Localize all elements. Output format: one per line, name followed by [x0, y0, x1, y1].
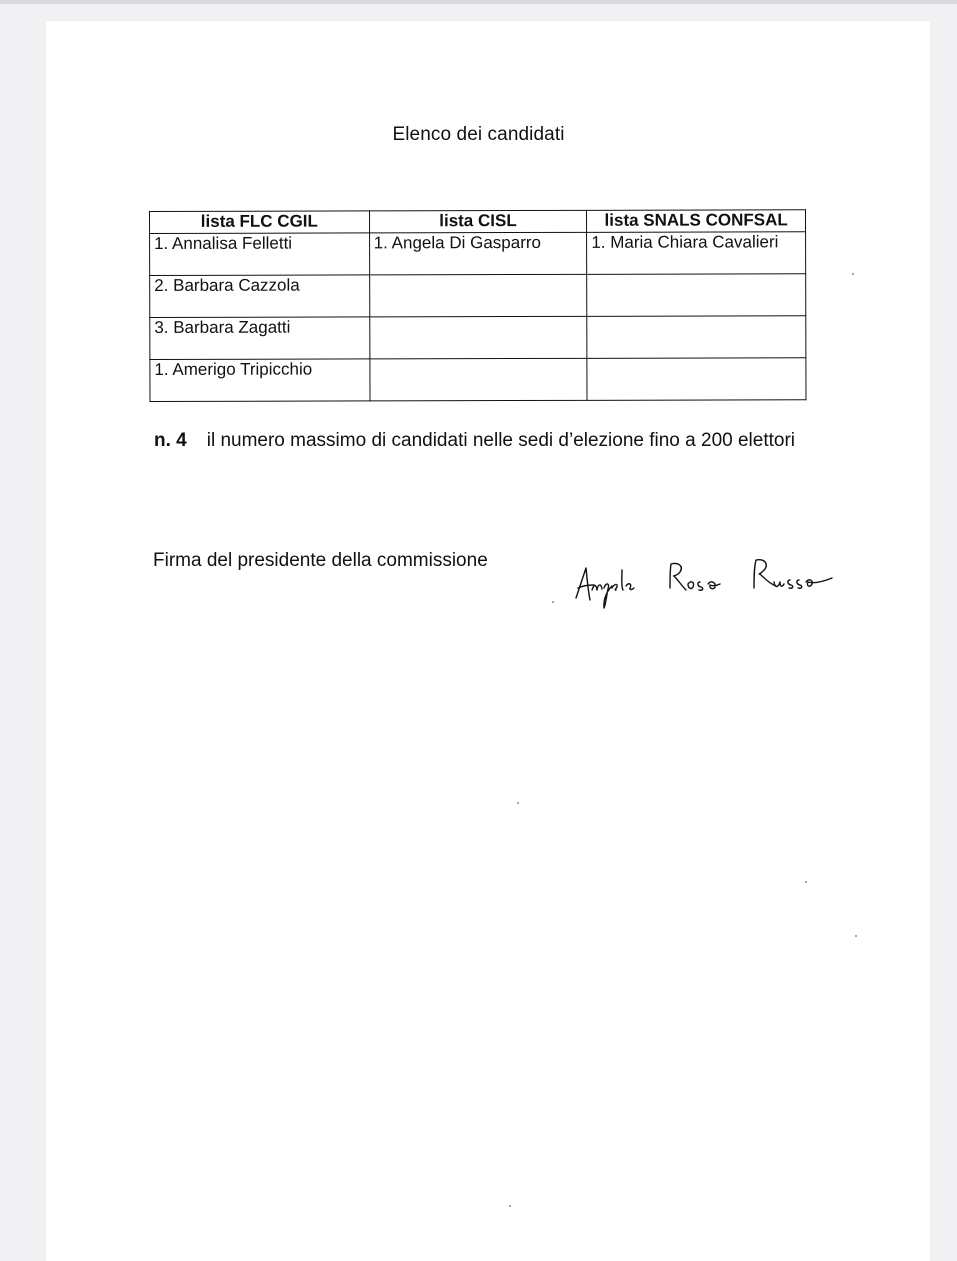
table-row [150, 274, 806, 318]
table-cell: 1. Maria Chiara Cavalieri [587, 232, 806, 275]
table-cell: 2. Barbara Cazzola [150, 275, 370, 318]
table-cell: 1. Amerigo Tripicchio [150, 359, 370, 402]
signature-label: Firma del presidente della commissione [153, 550, 488, 571]
scan-speck [805, 881, 807, 883]
table-cell: 1. Annalisa Felletti [150, 233, 370, 276]
table-cell [587, 316, 806, 359]
table-cell [370, 358, 588, 401]
table-header-row [150, 210, 806, 234]
table-cell [587, 274, 806, 317]
column-header-flc-cgil: lista FLC CGIL [150, 211, 370, 234]
table-cell: 1. Angela Di Gasparro [369, 232, 587, 275]
table-cell [369, 316, 587, 359]
table-row [150, 358, 806, 402]
table-cell [369, 274, 587, 317]
scan-speck [509, 1205, 511, 1207]
table-cell [587, 358, 806, 401]
max-candidates-note [154, 430, 832, 452]
table-cell: 3. Barbara Zagatti [150, 317, 370, 360]
column-header-cisl: lista CISL [369, 210, 587, 233]
max-candidates-text: il numero massimo di candidati nelle sedi d’elezione fino a 200 elettori [206, 430, 796, 451]
table-row [150, 232, 806, 276]
column-header-snals-confsal: lista SNALS CONFSAL [587, 210, 806, 233]
scan-speck [552, 601, 554, 603]
max-candidates-number: n. 4 [154, 430, 187, 451]
viewer-top-strip [0, 0, 957, 4]
handwritten-signature [570, 548, 845, 618]
table-row [150, 316, 806, 360]
candidates-table [149, 209, 806, 402]
scan-speck [852, 273, 854, 275]
document-title: Elenco dei candidati [392, 124, 565, 145]
scan-speck [517, 802, 519, 804]
scan-speck [855, 935, 857, 937]
document-page [46, 21, 930, 1261]
